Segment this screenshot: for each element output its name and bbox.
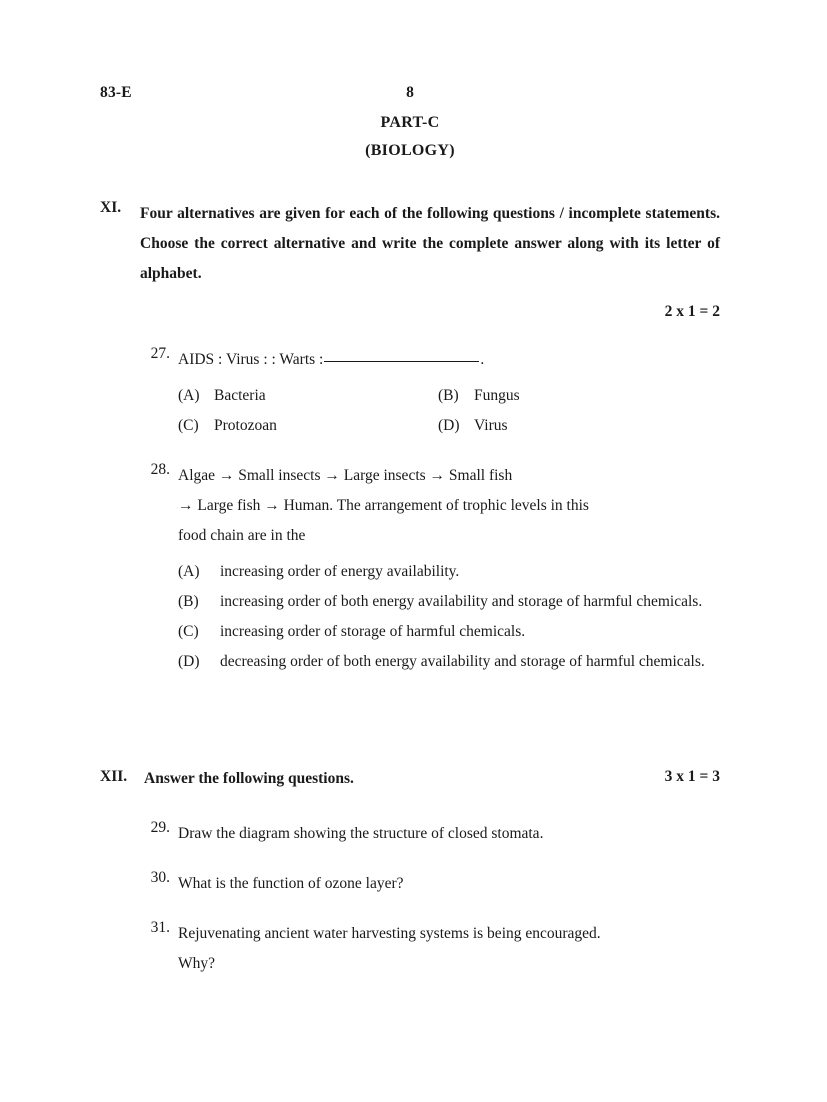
page-number-label: 8 (406, 84, 414, 101)
question-27 (100, 345, 720, 375)
section-xi-instruction (100, 199, 720, 319)
question-28-stem-line-1: Algae → Small insects → Large insects → Small fish (178, 467, 513, 484)
question-28-option-c[interactable] (178, 617, 718, 647)
option-row (178, 381, 708, 411)
section-xii-numeral: XII. (100, 768, 128, 785)
part-title: PART-C (380, 114, 440, 131)
option-a-label: increasing order of energy availability. (220, 563, 460, 580)
option-d-tag: (D) (178, 653, 200, 670)
section-xi-marks: 2 x 1 = 2 (664, 303, 720, 320)
question-29-number: 29. (150, 819, 170, 836)
question-27-stem-period: . (480, 351, 485, 368)
subject-code-label: 83-E (100, 84, 132, 101)
question-28 (100, 461, 720, 551)
option-b-label: increasing order of both energy availability and storage of harmful chemicals. (220, 593, 703, 610)
option-c-label: increasing order of storage of harmful chemicals. (220, 623, 526, 640)
question-28-option-d[interactable] (178, 647, 718, 677)
question-31-text-line-2: Why? (178, 955, 216, 972)
question-28-number: 28. (150, 461, 170, 478)
question-31-text-line-1: Rejuvenating ancient water harvesting systems is being encouraged. (178, 925, 601, 942)
question-27-option-a[interactable] (178, 381, 266, 411)
option-c-tag: (C) (178, 417, 199, 434)
question-31-text (178, 919, 720, 979)
option-b-label: Fungus (474, 387, 520, 404)
question-27-stem-text: AIDS : Virus : : Warts : (178, 351, 324, 368)
page-header (100, 84, 720, 106)
option-c-label: Protozoan (214, 417, 277, 434)
question-31 (100, 919, 720, 979)
option-a-tag: (A) (178, 387, 200, 404)
section-xii-instruction-text: Answer the following questions. (144, 770, 354, 787)
question-29-text: Draw the diagram showing the structure of closed stomata. (178, 825, 544, 842)
option-d-label: decreasing order of both energy availability and storage of harmful chemicals. (220, 653, 705, 670)
question-31-number: 31. (150, 919, 170, 936)
section-xi-instruction-text: Four alternatives are given for each of the following questions / incomplete statements. Choose the correct alternative and write the complete answer along with its letter of alphabet. (140, 205, 720, 282)
question-28-option-b[interactable] (178, 587, 718, 617)
question-27-stem (178, 345, 720, 375)
question-27-option-b[interactable] (438, 381, 520, 411)
option-b-tag: (B) (438, 387, 459, 404)
question-27-answer-blank[interactable] (324, 361, 479, 362)
question-29 (100, 819, 720, 849)
option-b-tag: (B) (178, 593, 199, 610)
option-d-label: Virus (474, 417, 508, 434)
option-row (178, 411, 708, 441)
section-xii-marks: 3 x 1 = 3 (664, 768, 720, 785)
part-subtitle: (BIOLOGY) (365, 142, 455, 159)
question-28-stem-line-2: → Large fish → Human. The arrangement of trophic levels in this (178, 497, 589, 514)
question-27-option-c[interactable] (178, 411, 277, 441)
question-28-stem-line-3: food chain are in the (178, 527, 306, 544)
question-28-options (100, 557, 720, 677)
option-c-tag: (C) (178, 623, 199, 640)
section-xi-numeral: XI. (100, 199, 122, 216)
question-30 (100, 869, 720, 899)
question-28-stem (178, 461, 720, 551)
question-28-option-a[interactable] (178, 557, 718, 587)
question-30-number: 30. (150, 869, 170, 886)
question-27-number: 27. (150, 345, 170, 362)
option-d-tag: (D) (438, 417, 460, 434)
question-27-option-d[interactable] (438, 411, 508, 441)
question-30-text: What is the function of ozone layer? (178, 875, 404, 892)
question-27-options (100, 381, 720, 441)
option-a-tag: (A) (178, 563, 200, 580)
option-a-label: Bacteria (214, 387, 266, 404)
